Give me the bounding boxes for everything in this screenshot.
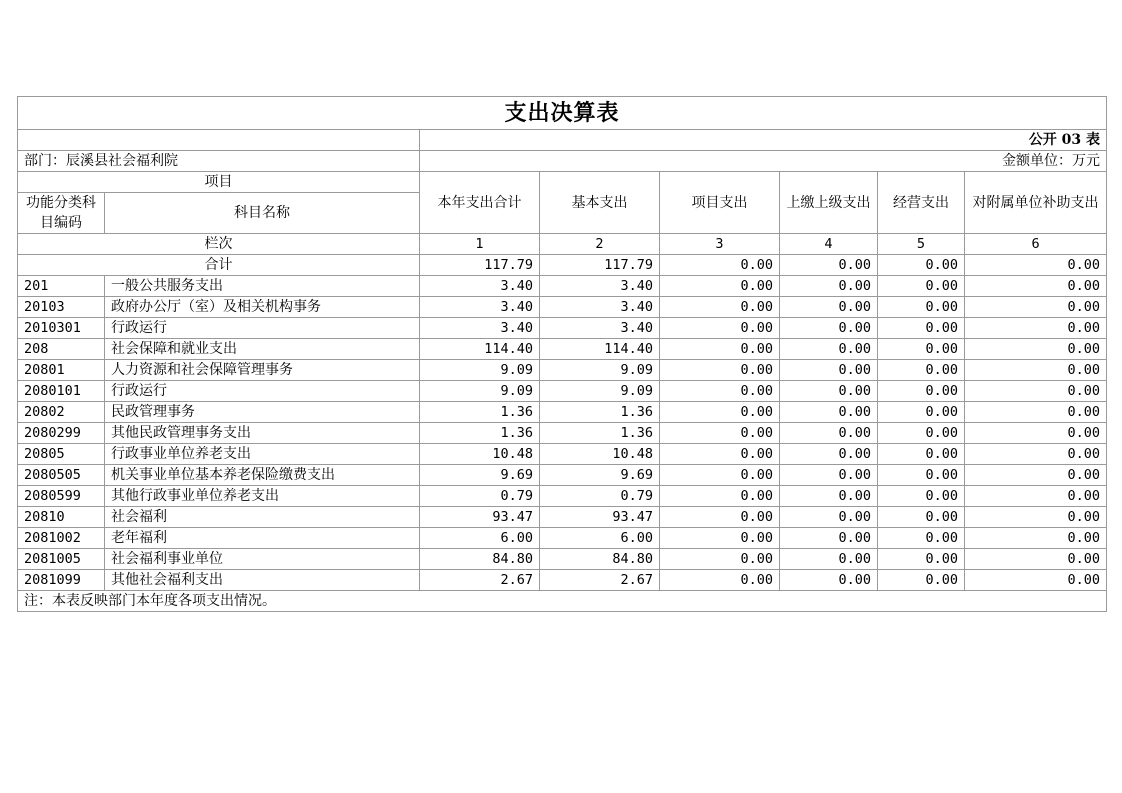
- row-value: 0.00: [878, 549, 965, 570]
- row-code: 208: [18, 339, 105, 360]
- row-value: 114.40: [540, 339, 660, 360]
- row-value: 0.00: [660, 318, 780, 339]
- row-value: 0.00: [965, 465, 1107, 486]
- row-value: 0.00: [660, 444, 780, 465]
- total-label: 合计: [18, 255, 420, 276]
- row-value: 0.00: [878, 297, 965, 318]
- row-value: 93.47: [540, 507, 660, 528]
- header-item: 项目: [18, 172, 420, 193]
- row-value: 1.36: [420, 423, 540, 444]
- row-value: 84.80: [540, 549, 660, 570]
- table-row: [18, 528, 1107, 549]
- row-value: 0.00: [780, 402, 878, 423]
- row-value: 0.00: [780, 423, 878, 444]
- table-row: [18, 549, 1107, 570]
- department-label: 部门：辰溪县社会福利院: [18, 151, 420, 172]
- row-value: 0.00: [965, 318, 1107, 339]
- row-value: 6.00: [540, 528, 660, 549]
- row-value: 0.00: [660, 486, 780, 507]
- table-title: 支出决算表: [18, 97, 1107, 130]
- row-subject-name: 社会福利事业单位: [105, 549, 420, 570]
- row-code: 20810: [18, 507, 105, 528]
- total-value: 117.79: [540, 255, 660, 276]
- row-value: 2.67: [420, 570, 540, 591]
- note-row: [18, 591, 1107, 612]
- row-value: 0.00: [878, 381, 965, 402]
- row-value: 0.00: [878, 465, 965, 486]
- header-upper: 上缴上级支出: [780, 172, 878, 234]
- row-value: 0.00: [878, 444, 965, 465]
- table-row: [18, 465, 1107, 486]
- row-value: 0.00: [660, 528, 780, 549]
- row-value: 6.00: [420, 528, 540, 549]
- row-value: 0.00: [878, 423, 965, 444]
- row-value: 0.00: [965, 360, 1107, 381]
- row-code: 20103: [18, 297, 105, 318]
- row-value: 0.00: [660, 360, 780, 381]
- expenditure-table: [17, 96, 1107, 612]
- row-value: 9.69: [540, 465, 660, 486]
- row-value: 0.00: [878, 339, 965, 360]
- table-row: [18, 339, 1107, 360]
- header-subsidy: 对附属单位补助支出: [965, 172, 1107, 234]
- row-code: 2010301: [18, 318, 105, 339]
- row-code: 2080505: [18, 465, 105, 486]
- row-value: 3.40: [540, 318, 660, 339]
- row-code: 2081099: [18, 570, 105, 591]
- row-code: 2080599: [18, 486, 105, 507]
- total-value: 0.00: [780, 255, 878, 276]
- row-value: 0.00: [660, 339, 780, 360]
- row-value: 0.79: [540, 486, 660, 507]
- row-value: 0.00: [780, 318, 878, 339]
- row-subject-name: 人力资源和社会保障管理事务: [105, 360, 420, 381]
- row-value: 0.00: [660, 570, 780, 591]
- row-subject-name: 一般公共服务支出: [105, 276, 420, 297]
- total-value: 0.00: [660, 255, 780, 276]
- row-value: 0.00: [965, 402, 1107, 423]
- row-value: 0.00: [660, 402, 780, 423]
- row-code: 2080299: [18, 423, 105, 444]
- row-value: 0.00: [965, 549, 1107, 570]
- row-value: 0.00: [660, 276, 780, 297]
- row-value: 3.40: [420, 276, 540, 297]
- row-value: 0.00: [965, 276, 1107, 297]
- row-code: 20801: [18, 360, 105, 381]
- row-value: 0.00: [878, 570, 965, 591]
- row-subject-name: 机关事业单位基本养老保险缴费支出: [105, 465, 420, 486]
- row-value: 0.00: [660, 507, 780, 528]
- row-subject-name: 社会福利: [105, 507, 420, 528]
- row-value: 0.00: [660, 381, 780, 402]
- row-value: 0.00: [965, 444, 1107, 465]
- table-row: [18, 402, 1107, 423]
- table-row: [18, 486, 1107, 507]
- header-project: 项目支出: [660, 172, 780, 234]
- row-value: 0.00: [965, 297, 1107, 318]
- row-value: 0.00: [878, 486, 965, 507]
- row-value: 0.00: [780, 465, 878, 486]
- row-subject-name: 社会保障和就业支出: [105, 339, 420, 360]
- row-value: 0.00: [965, 486, 1107, 507]
- row-value: 84.80: [420, 549, 540, 570]
- row-value: 3.40: [540, 276, 660, 297]
- table-row: [18, 507, 1107, 528]
- header-subject-name: 科目名称: [105, 193, 420, 234]
- row-value: 9.09: [540, 381, 660, 402]
- table-note: 注：本表反映部门本年度各项支出情况。: [18, 591, 1107, 612]
- header-operating: 经营支出: [878, 172, 965, 234]
- column-number: 4: [780, 234, 878, 255]
- blank-cell: [18, 130, 420, 151]
- row-subject-name: 其他行政事业单位养老支出: [105, 486, 420, 507]
- row-value: 0.00: [965, 507, 1107, 528]
- row-value: 0.00: [660, 297, 780, 318]
- row-subject-name: 行政运行: [105, 318, 420, 339]
- row-value: 10.48: [420, 444, 540, 465]
- row-code: 201: [18, 276, 105, 297]
- table-row: [18, 381, 1107, 402]
- row-value: 0.00: [780, 486, 878, 507]
- row-subject-name: 其他民政管理事务支出: [105, 423, 420, 444]
- row-value: 1.36: [540, 402, 660, 423]
- total-value: 0.00: [878, 255, 965, 276]
- row-value: 0.00: [878, 402, 965, 423]
- total-value: 117.79: [420, 255, 540, 276]
- row-subject-name: 民政管理事务: [105, 402, 420, 423]
- row-value: 3.40: [420, 297, 540, 318]
- row-value: 0.00: [878, 507, 965, 528]
- row-value: 0.00: [780, 549, 878, 570]
- row-value: 0.00: [780, 381, 878, 402]
- row-value: 0.00: [878, 276, 965, 297]
- row-code: 20805: [18, 444, 105, 465]
- row-value: 10.48: [540, 444, 660, 465]
- row-value: 0.00: [878, 360, 965, 381]
- row-subject-name: 老年福利: [105, 528, 420, 549]
- total-row: [18, 255, 1107, 276]
- column-number: 5: [878, 234, 965, 255]
- row-value: 114.40: [420, 339, 540, 360]
- row-value: 0.00: [780, 570, 878, 591]
- row-subject-name: 政府办公厅（室）及相关机构事务: [105, 297, 420, 318]
- row-subject-name: 其他社会福利支出: [105, 570, 420, 591]
- table-row: [18, 423, 1107, 444]
- row-value: 93.47: [420, 507, 540, 528]
- table-number: 公开 03 表: [420, 130, 1107, 151]
- row-value: 0.00: [780, 444, 878, 465]
- row-value: 0.00: [965, 381, 1107, 402]
- table-row: [18, 570, 1107, 591]
- row-value: 0.00: [780, 276, 878, 297]
- column-index-label: 栏次: [18, 234, 420, 255]
- table-row: [18, 318, 1107, 339]
- amount-unit: 金额单位：万元: [420, 151, 1107, 172]
- row-code: 2081002: [18, 528, 105, 549]
- header-total: 本年支出合计: [420, 172, 540, 234]
- column-number: 1: [420, 234, 540, 255]
- column-number: 3: [660, 234, 780, 255]
- row-code: 20802: [18, 402, 105, 423]
- table-row: [18, 297, 1107, 318]
- table-row: [18, 360, 1107, 381]
- row-value: 0.00: [660, 465, 780, 486]
- row-value: 1.36: [540, 423, 660, 444]
- column-number: 6: [965, 234, 1107, 255]
- row-value: 9.09: [420, 381, 540, 402]
- row-value: 0.00: [878, 528, 965, 549]
- row-value: 0.00: [780, 339, 878, 360]
- row-value: 2.67: [540, 570, 660, 591]
- row-value: 3.40: [540, 297, 660, 318]
- row-value: 0.00: [965, 528, 1107, 549]
- row-value: 3.40: [420, 318, 540, 339]
- row-code: 2080101: [18, 381, 105, 402]
- row-value: 0.00: [965, 339, 1107, 360]
- row-value: 0.00: [965, 570, 1107, 591]
- total-value: 0.00: [965, 255, 1107, 276]
- row-value: 0.00: [660, 423, 780, 444]
- row-value: 0.00: [780, 360, 878, 381]
- row-value: 0.00: [660, 549, 780, 570]
- column-number: 2: [540, 234, 660, 255]
- row-value: 9.09: [420, 360, 540, 381]
- row-subject-name: 行政事业单位养老支出: [105, 444, 420, 465]
- row-value: 9.69: [420, 465, 540, 486]
- header-basic: 基本支出: [540, 172, 660, 234]
- row-value: 0.79: [420, 486, 540, 507]
- row-value: 0.00: [965, 423, 1107, 444]
- row-value: 0.00: [780, 528, 878, 549]
- table-row: [18, 444, 1107, 465]
- row-value: 0.00: [780, 507, 878, 528]
- table-row: [18, 276, 1107, 297]
- header-func-code: 功能分类科目编码: [18, 193, 105, 234]
- row-value: 0.00: [780, 297, 878, 318]
- row-value: 1.36: [420, 402, 540, 423]
- row-subject-name: 行政运行: [105, 381, 420, 402]
- row-value: 0.00: [878, 318, 965, 339]
- row-value: 9.09: [540, 360, 660, 381]
- row-code: 2081005: [18, 549, 105, 570]
